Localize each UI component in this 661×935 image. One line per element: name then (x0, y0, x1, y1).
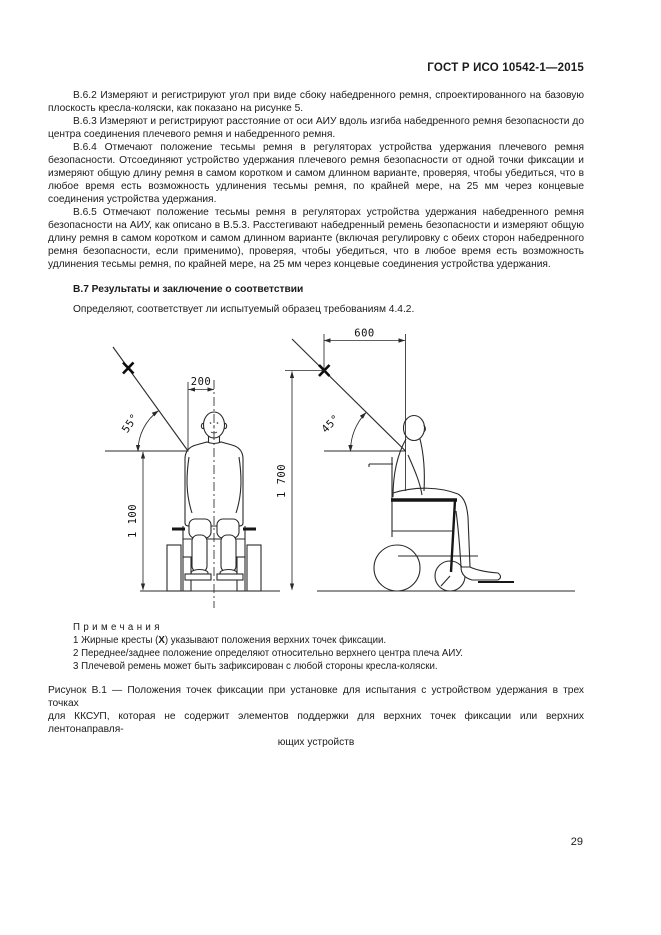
caption-line-2: для ККСУП, которая не содержит элементов поддержки для верхних точек фиксации или верхних лентонаправля- (48, 711, 584, 735)
side-view-diagram (276, 328, 575, 592)
note-1-text-end: ) указывают положения верхних точек фиксации. (164, 635, 387, 646)
heading-b7: В.7 Результаты и заключение о соответствии (73, 284, 304, 295)
front-height-label: 1 100 (127, 503, 139, 539)
paragraph-b7-body: Определяют, соответствует ли испытуемый образец требованиям 4.4.2. (73, 304, 415, 315)
paragraph-b65: В.6.5 Отмечают положение тесьмы ремня в регуляторах устройства удержания набедренного ремня безопасности на АИУ, как описано в В.5.3. Расстегивают набедренный ремень безопасности и измеряют общую длину ремня в самом коротком и самом длинном варианте (включая регулировку с обеих сторон набедренного ремня безопасности, если применимо), проверяя, чтобы убедиться, что в любое время есть возможность удлинения тесьмы ремня, по крайней мере, на 25 мм через концевые соединения устройства удержания. (48, 207, 584, 270)
note-item-1 (73, 634, 584, 647)
height-dimension-1700 (276, 371, 326, 591)
side-angle-label: 45° (319, 412, 343, 436)
front-view-diagram (105, 347, 280, 608)
paragraph-b63: В.6.3 Измеряют и регистрируют расстояние от оси АИУ вдоль изгиба набедренного ремня безопасности до центра соединения плечевого ремня и набедренного ремня. (48, 116, 584, 140)
page-number: 29 (570, 836, 583, 848)
content-area (48, 62, 584, 749)
note-item-3: 3 Плечевой ремень может быть зафиксирован с любой стороны кресла-коляски. (73, 661, 438, 672)
front-width-label: 200 (190, 376, 212, 388)
figure-notes (73, 621, 584, 673)
width-dimension-600 (324, 328, 405, 370)
figure-caption (48, 684, 584, 749)
occupant-side-view (393, 416, 501, 581)
angle-dimension-55 (120, 411, 159, 453)
paragraph-b64: В.6.4 Отмечают положение тесьмы ремня в регуляторах устройства удержания плечевого ремня безопасности. Отсоединяют устройство удержания плечевого ремня безопасности от одной точки фиксации и измеряют общую длину ремня в самом коротком и самом длинном варианте, проверяя, чтобы убедиться, что в любое время есть возможность удлинения тесьмы ремня, по крайней мере, на 25 мм через концевые соединения устройства удержания. (48, 142, 584, 205)
angle-dimension-45 (319, 412, 366, 452)
height-dimension-1100 (127, 452, 145, 591)
note-item-2: 2 Переднее/заднее положение определяют относительно верхнего центра плеча АИУ. (73, 648, 463, 659)
upper-anchorage-x-front (123, 363, 134, 374)
x-symbol: X (158, 635, 165, 646)
standard-designation: ГОСТ Р ИСО 10542-1—2015 (427, 62, 584, 74)
wheelchair-side-seat (391, 500, 514, 582)
caption-line-1: Рисунок В.1 — Положения точек фиксации при установке для испытания с устройством удержания в трех точках (48, 685, 584, 709)
note-1-text: 1 Жирные кресты ( (73, 635, 159, 646)
side-width-label: 600 (354, 327, 375, 340)
paragraph-b62: В.6.2 Измеряют и регистрируют угол при виде сбоку набедренного ремня, спроектированного на базовую плоскость кресла-коляски, как показано на рисунке 5. (48, 90, 584, 114)
anchorage-diagonal-side (292, 339, 406, 451)
figure-b1-drawing (88, 325, 578, 615)
side-height-label: 1 700 (276, 463, 288, 499)
front-angle-label: 55° (119, 411, 142, 436)
caption-line-3: ющих устройств (277, 737, 355, 748)
notes-title: Примечания (73, 622, 163, 633)
